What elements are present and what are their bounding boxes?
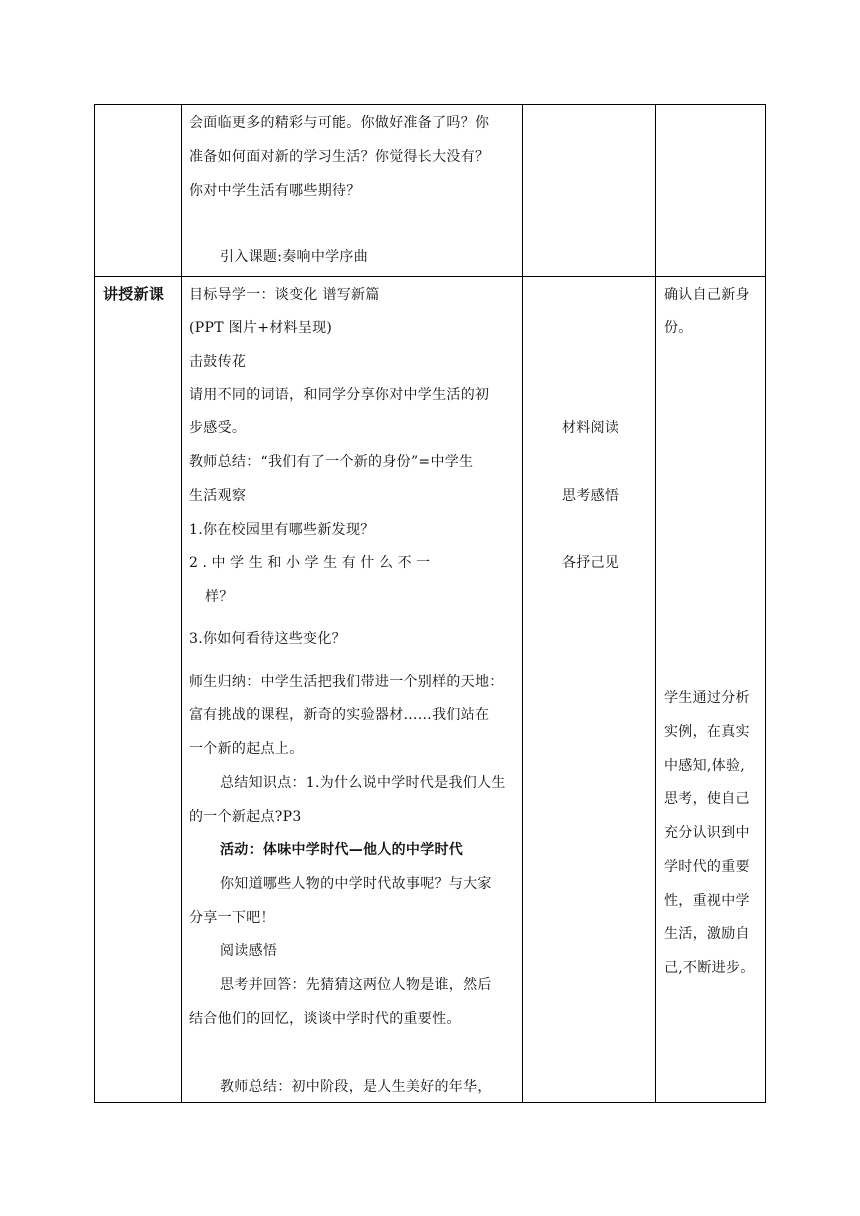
- design-intent-line: 实例，在真实: [664, 724, 750, 740]
- row-divider: [95, 276, 765, 277]
- column-divider: [655, 105, 656, 1102]
- content-line: 富有挑战的课程，新奇的实验器材……我们站在: [189, 707, 490, 723]
- content-line: 分享一下吧！: [189, 910, 275, 926]
- content-line: 3.你如何看待这些变化？: [189, 631, 346, 647]
- column-divider: [522, 105, 523, 1102]
- content-line: 师生归纳：中学生活把我们带进一个别样的天地：: [189, 674, 504, 690]
- content-line: 步感受。: [189, 420, 247, 436]
- student-activity: 各抒己见: [562, 555, 620, 571]
- content-line: 你知道哪些人物的中学时代故事呢？与大家: [220, 876, 492, 892]
- design-intent-line: 充分认识到中: [664, 825, 750, 841]
- content-line: 结合他们的回忆，谈谈中学时代的重要性。: [189, 1011, 461, 1027]
- design-intent-line: 学时代的重要: [664, 859, 750, 875]
- column-divider: [181, 105, 182, 1102]
- content-line: 击鼓传花: [189, 354, 247, 370]
- design-intent-line: 生活，激励自: [664, 926, 750, 942]
- design-intent-line: 中感知,体验,: [664, 758, 745, 774]
- content-line: 1.你在校园里有哪些新发现？: [189, 522, 375, 538]
- content-line: 请用不同的词语，和同学分享你对中学生活的初: [189, 387, 490, 403]
- content-line: 阅读感悟: [220, 943, 278, 959]
- design-intent-line: 己,不断进步。: [664, 960, 755, 976]
- content-line: 样？: [205, 589, 234, 605]
- student-activity: 材料阅读: [562, 420, 620, 436]
- content-line: 2.中学生和小学生有什么不一: [189, 555, 435, 571]
- content-line: 目标导学一：谈变化 谱写新篇: [189, 287, 380, 303]
- content-line: 生活观察: [189, 488, 247, 504]
- content-line: 引入课题:奏响中学序曲: [220, 249, 369, 265]
- lesson-plan-table: [94, 104, 766, 1103]
- design-intent-line: 份。: [664, 320, 693, 336]
- design-intent-line: 确认自己新身: [664, 287, 750, 303]
- content-line: 你对中学生活有哪些期待？: [189, 183, 361, 199]
- content-line: 教师总结：“我们有了一个新的身份”=中学生: [189, 454, 474, 470]
- stage-label: 讲授新课: [103, 285, 165, 303]
- content-line: 一个新的起点上。: [189, 741, 304, 757]
- content-line: 准备如何面对新的学习生活？你觉得长大没有？: [189, 149, 490, 165]
- content-line: 总结知识点：1.为什么说中学时代是我们人生: [220, 775, 506, 791]
- design-intent-line: 思考，使自己: [664, 791, 750, 807]
- design-intent-line: 学生通过分析: [664, 690, 750, 706]
- activity-heading: 活动：体味中学时代—他人的中学时代: [220, 842, 464, 858]
- student-activity: 思考感悟: [562, 488, 620, 504]
- design-intent-line: 性，重视中学: [664, 893, 750, 909]
- content-line: 会面临更多的精彩与可能。你做好准备了吗？你: [189, 115, 490, 131]
- content-line: (PPT 图片+材料呈现): [189, 320, 333, 336]
- content-line: 的一个新起点?P3: [189, 809, 302, 825]
- content-line: 教师总结：初中阶段，是人生美好的年华，: [220, 1079, 492, 1095]
- content-line: 思考并回答：先猜猜这两位人物是谁，然后: [220, 977, 492, 993]
